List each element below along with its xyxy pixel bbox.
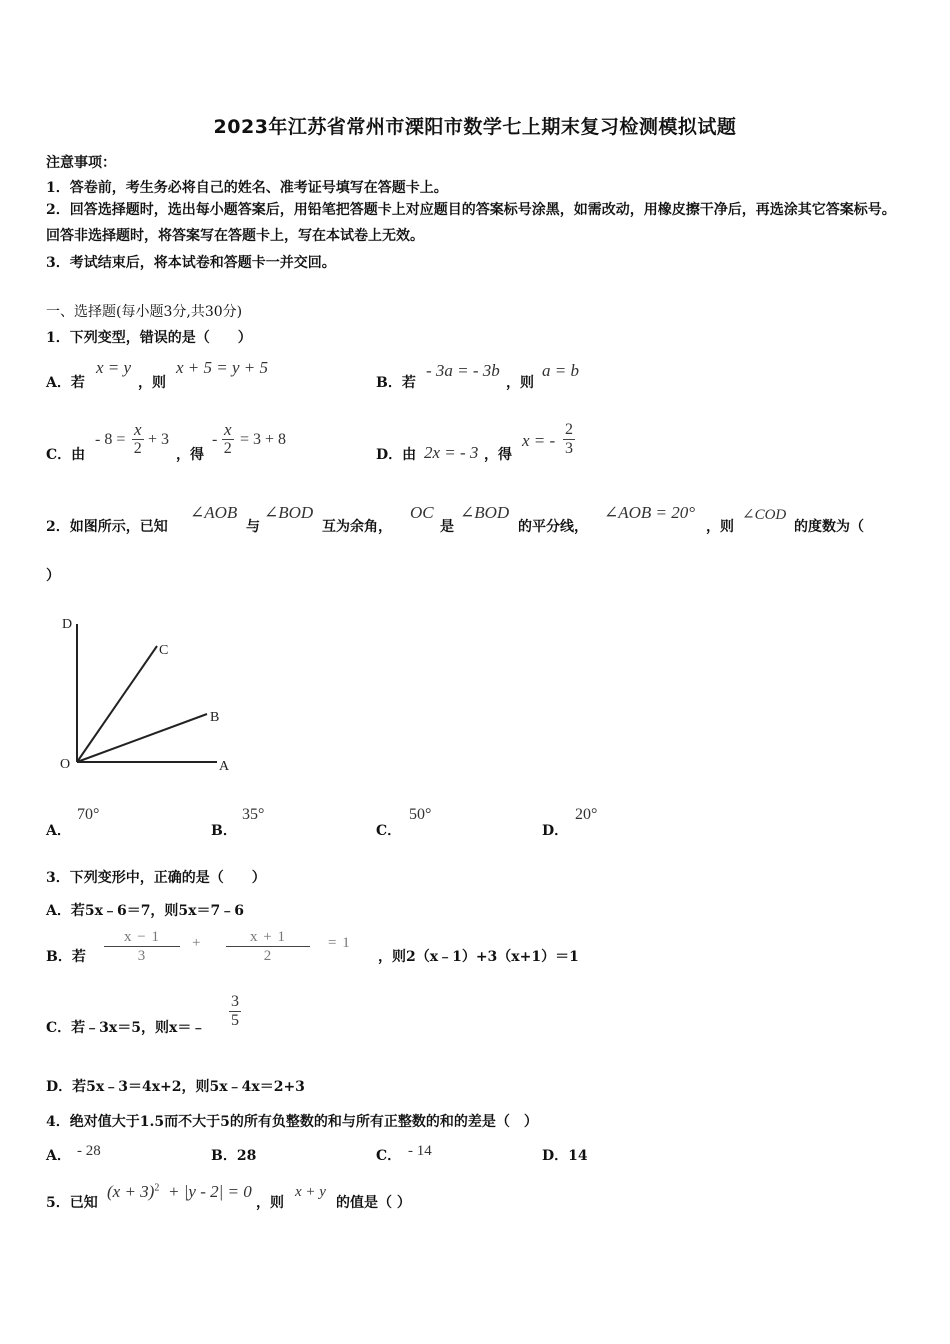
option-label: D．: [542, 1148, 569, 1164]
q2-close-paren: ）: [46, 568, 60, 584]
q2-text-7: 的度数为（: [794, 519, 864, 535]
fraction-numerator: x: [224, 420, 232, 439]
q2-option-b-value: 35°: [242, 806, 265, 823]
notice-heading: 注意事项：: [46, 155, 116, 171]
q1-d-get: ，得: [484, 447, 512, 463]
q5-exponent: 2: [154, 1182, 160, 1194]
q2-option-b-label: B．: [211, 823, 237, 839]
fraction-denominator: 3: [137, 948, 147, 964]
q2-text-2: 与: [246, 519, 260, 535]
q2-math-aob: ∠AOB: [190, 503, 238, 522]
q2-option-c-value: 50°: [409, 806, 432, 823]
q2-text-3: 互为余角，: [322, 519, 392, 535]
fraction-denominator: 5: [231, 1012, 239, 1029]
q1-c-frac2: [222, 421, 234, 458]
fraction-denominator: 3: [565, 440, 573, 457]
page-title: 2023年江苏省常州市溧阳市数学七上期末复习检测模拟试题: [213, 116, 737, 138]
q2-math-aob-20: ∠AOB = 20°: [604, 503, 696, 522]
notice-item-2: 2．回答选择题时，选出每小题答案后，用铅笔把答题卡上对应题目的答案标号涂黑，如需改动，用橡皮擦干净后，再选涂其它答案标号。回答非选择题时，将答案写在答题卡上，写在本试卷上无效。: [46, 202, 896, 244]
q3-stem: 3．下列变形中，正确的是（ ）: [46, 870, 266, 886]
fraction-denominator: 2: [263, 948, 273, 964]
q4-option-c-label: C．: [376, 1148, 402, 1164]
ray-ob: [77, 714, 207, 762]
q2-text-5: 的平分线，: [518, 519, 588, 535]
q2-option-a-value: 70°: [77, 806, 100, 823]
q2-option-c-label: C．: [376, 823, 402, 839]
q2-option-d-label: D．: [542, 823, 569, 839]
q1-d-frac: [563, 421, 575, 458]
q1-a-then: ，则: [138, 375, 166, 391]
q3-option-a: A．若5x﹣6＝7，则5x＝7﹣6: [46, 903, 245, 919]
q1-option-d: [376, 444, 416, 464]
q1-c-get: ，得: [176, 447, 204, 463]
fraction-numerator: x − 1: [104, 928, 180, 947]
q1-a-math1: x = y: [96, 358, 132, 377]
q2-math-oc: OC: [410, 503, 434, 522]
option-label: D．: [376, 447, 403, 463]
option-value: 28: [236, 1148, 257, 1164]
q3-c-frac: [229, 993, 241, 1030]
q2-text-4: 是: [440, 519, 454, 535]
fraction-numerator: 3: [231, 993, 239, 1010]
option-label: B．: [376, 375, 402, 391]
label-a: A: [219, 759, 230, 774]
q4-stem: 4．绝对值大于1.5而不大于5的所有负整数的和与所有正整数的和的差是（ ）: [46, 1114, 538, 1130]
q3-b-frac2: [226, 928, 310, 965]
q1-c-math2a: -: [212, 431, 218, 448]
fraction-denominator: 2: [223, 440, 232, 457]
fraction-numerator: x + 1: [226, 928, 310, 947]
option-text: 由: [71, 447, 86, 463]
q4-option-a-value: - 28: [77, 1143, 101, 1159]
q2-text-1: 2．如图所示，已知: [46, 519, 168, 535]
q1-c-math1a: - 8 =: [95, 431, 126, 448]
notice-item-1: 1．答卷前，考生务必将自己的姓名、准考证号填写在答题卡上。: [46, 180, 448, 196]
q3-b-frac1: [104, 928, 180, 965]
q3-option-b-label: B．若: [46, 949, 86, 965]
q4-option-a-label: A．: [46, 1148, 71, 1164]
q2-option-a-label: A．: [46, 823, 71, 839]
q3-b-eq: = 1: [328, 935, 351, 951]
fraction-denominator: 2: [133, 440, 142, 457]
q5-math-3: x + y: [295, 1184, 326, 1200]
fraction-numerator: x: [134, 420, 142, 439]
q1-d-math2a: x = -: [522, 431, 556, 450]
q1-option-c: [46, 444, 85, 464]
q5-math-base: (x + 3): [107, 1182, 155, 1201]
q5-text-3: 的值是（ ）: [336, 1195, 411, 1211]
option-label: C．: [46, 447, 72, 463]
q1-option-a: [46, 372, 85, 392]
option-text: 若: [70, 375, 85, 391]
q3-b-plus: +: [192, 935, 202, 951]
q3-option-d: D．若5x﹣3＝4x+2，则5x﹣4x＝2+3: [46, 1079, 305, 1095]
q4-option-d: [542, 1145, 588, 1165]
q1-d-math1: 2x = - 3: [424, 443, 479, 462]
option-label: A．: [46, 375, 71, 391]
label-b: B: [210, 710, 220, 725]
q2-math-bod: ∠BOD: [264, 503, 314, 522]
q1-stem: 1．下列变型，错误的是（ ）: [46, 330, 252, 346]
q2-option-d-value: 20°: [575, 806, 598, 823]
q5-math-1: [107, 1182, 159, 1202]
label-c: C: [159, 643, 169, 658]
q2-math-cod: ∠COD: [742, 507, 787, 523]
q2-math-bod-2: ∠BOD: [460, 503, 510, 522]
option-text: 由: [402, 447, 417, 463]
q1-b-math2: a = b: [542, 361, 579, 380]
q3-option-c-label: C．若﹣3x＝5，则x＝﹣: [46, 1020, 206, 1036]
q1-option-b: [376, 372, 416, 392]
section-heading: 一、选择题(每小题3分,共30分): [46, 304, 243, 320]
fraction-numerator: 2: [565, 421, 573, 438]
q5-text-1: 5．已知: [46, 1195, 98, 1211]
option-label: B．: [211, 1148, 237, 1164]
label-d: D: [62, 617, 73, 632]
q4-option-b: [211, 1145, 256, 1165]
q1-b-then: ，则: [506, 375, 534, 391]
q3-b-tail: ，则2（x﹣1）+3（x+1）＝1: [378, 949, 579, 965]
q4-option-c-value: - 14: [408, 1143, 432, 1159]
q1-a-math2: x + 5 = y + 5: [176, 358, 269, 377]
notice-item-3: 3．考试结束后，将本试卷和答题卡一并交回。: [46, 255, 336, 271]
q1-c-math2b: = 3 + 8: [240, 431, 287, 448]
q1-b-math1: - 3a = - 3b: [426, 361, 500, 380]
label-o: O: [60, 757, 71, 772]
option-text: 若: [401, 375, 416, 391]
q5-math-2: + |y - 2| = 0: [168, 1182, 252, 1201]
q1-c-frac1: [132, 421, 144, 458]
q1-c-math1b: + 3: [148, 431, 170, 448]
angle-figure: [50, 610, 250, 780]
q2-text-6: ，则: [706, 519, 734, 535]
q5-text-2: ，则: [256, 1195, 284, 1211]
option-value: 14: [568, 1148, 588, 1164]
ray-oc: [77, 646, 157, 762]
